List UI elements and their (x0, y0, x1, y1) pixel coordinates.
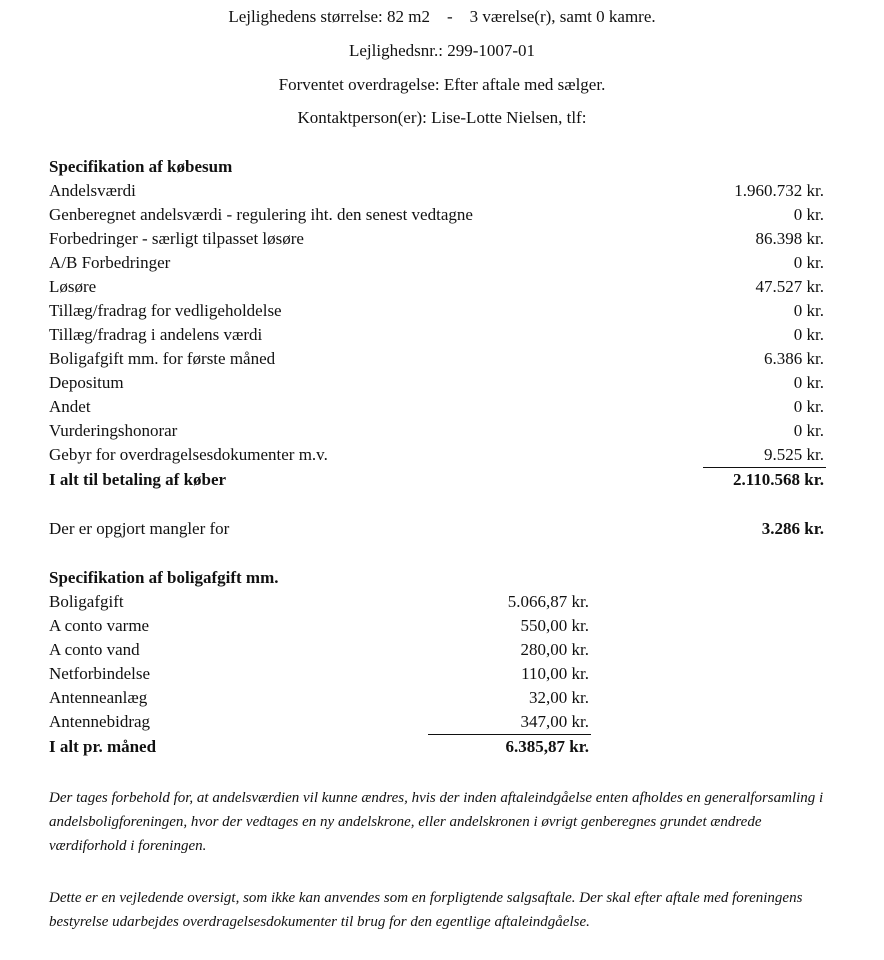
reservation-note: Der tages forbehold for, at andelsværdien vil kunne ændres, hvis der inden aftaleindgåelse enten afholdes en generalforsamling i andelsboligforeningen, hvor der vedtages en ny andelskrone, eller andelskronen i øvrigt genberegnes grundet ændrede værdiforhold i foreningen. (49, 790, 824, 854)
row-label: Tillæg/fradrag i andelens værdi (49, 325, 263, 344)
row-label: A/B Forbedringer (49, 253, 171, 272)
purchase-spec-heading: Specifikation af købesum (49, 157, 233, 176)
fee-total-value: 6.385,87 kr. (505, 737, 589, 756)
row-label: Andelsværdi (49, 181, 136, 200)
row-label: Antennebidrag (49, 712, 151, 731)
defects-value: 3.286 kr. (761, 519, 824, 538)
apartment-size-line: Lejlighedens størrelse: 82 m2 - 3 værelse(r), samt 0 kamre. (228, 7, 656, 26)
row-value: 9.525 kr. (764, 445, 824, 464)
purchase-total-label: I alt til betaling af køber (49, 470, 227, 489)
row-value: 0 kr. (793, 301, 824, 320)
total-underline (703, 467, 826, 468)
row-value: 86.398 kr. (755, 229, 824, 248)
row-value: 5.066,87 kr. (507, 592, 589, 611)
row-value: 110,00 kr. (521, 664, 589, 683)
row-label: Andet (49, 397, 91, 416)
row-value: 550,00 kr. (520, 616, 589, 635)
row-label: Tillæg/fradrag for vedligeholdelse (49, 301, 282, 320)
fee-total-underline (428, 734, 591, 735)
purchase-total-value: 2.110.568 kr. (732, 470, 824, 489)
row-value: 0 kr. (793, 373, 824, 392)
disclaimer-note: Dette er en vejledende oversigt, som ikke kan anvendes som en forpligtende salgsaftale. Der skal efter aftale med foreningens bestyrelse udarbejdes overdragelsesdokumenter til brug for den egentlige aftaleindgåelse. (49, 890, 803, 930)
row-label: Gebyr for overdragelsesdokumenter m.v. (49, 445, 328, 464)
row-label: Genberegnet andelsværdi - regulering iht. den senest vedtagne (49, 205, 473, 224)
row-label: Løsøre (49, 277, 97, 296)
row-value: 1.960.732 kr. (734, 181, 824, 200)
row-value: 47.527 kr. (755, 277, 824, 296)
row-value: 0 kr. (793, 205, 824, 224)
row-value: 0 kr. (793, 397, 824, 416)
row-value: 32,00 kr. (529, 688, 589, 707)
row-label: A conto vand (49, 640, 140, 659)
row-value: 0 kr. (793, 253, 824, 272)
row-label: Vurderingshonorar (49, 421, 178, 440)
row-label: Netforbindelse (49, 664, 151, 683)
expected-transfer-line: Forventet overdragelse: Efter aftale med sælger. (278, 75, 606, 94)
contact-person-line: Kontaktperson(er): Lise-Lotte Nielsen, tlf: (297, 108, 587, 127)
apartment-number-line: Lejlighedsnr.: 299-1007-01 (348, 41, 536, 60)
row-value: 0 kr. (793, 421, 824, 440)
row-value: 280,00 kr. (520, 640, 589, 659)
row-value: 0 kr. (793, 325, 824, 344)
row-value: 6.386 kr. (764, 349, 824, 368)
row-label: Boligafgift mm. for første måned (49, 349, 276, 368)
fee-total-label: I alt pr. måned (49, 737, 157, 756)
fee-spec-heading: Specifikation af boligafgift mm. (49, 568, 279, 587)
defects-label: Der er opgjort mangler for (49, 519, 230, 538)
row-label: Depositum (49, 373, 124, 392)
row-label: Antenneanlæg (49, 688, 148, 707)
row-label: A conto varme (49, 616, 150, 635)
row-label: Forbedringer - særligt tilpasset løsøre (49, 229, 304, 248)
row-value: 347,00 kr. (520, 712, 589, 731)
row-label: Boligafgift (49, 592, 124, 611)
